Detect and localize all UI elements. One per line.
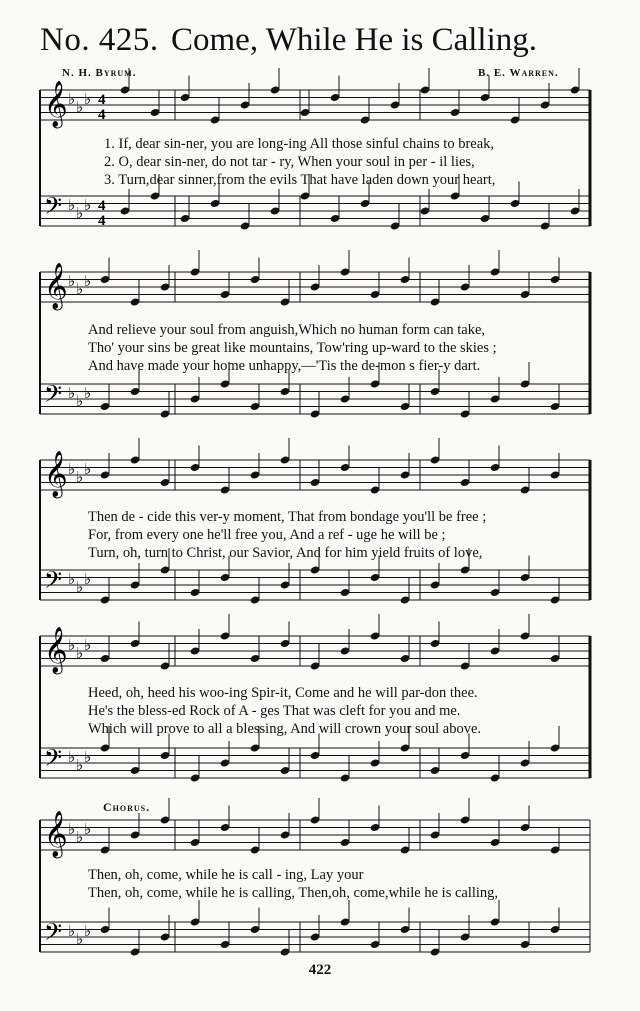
note-head [520, 823, 531, 832]
note-head [520, 631, 531, 640]
note-head [190, 917, 201, 926]
note-head [100, 595, 111, 604]
bass-clef: 𝄢 [44, 918, 63, 951]
lyric-verse-1: Heed, oh, heed his woo-ing Spir-it, Come and he will par-don thee. [88, 685, 478, 701]
note-head [550, 845, 561, 854]
note-head [160, 282, 171, 291]
flat-sign: ♭ [76, 98, 84, 116]
lyric-verse-1: And relieve your soul from anguish,Which no human form can take, [88, 322, 486, 338]
lyric-verse-3: 3. Turn,dear sinner,from the evils That have laden down your heart, [104, 172, 496, 188]
note-head [460, 661, 471, 670]
flat-sign: ♭ [76, 578, 84, 596]
bass-clef: 𝄢 [44, 744, 63, 777]
note-head [550, 275, 561, 284]
note-head [190, 773, 201, 782]
note-head [150, 191, 161, 200]
note-head [300, 108, 311, 117]
note-head [100, 654, 111, 663]
note-head [100, 275, 111, 284]
note-head [430, 580, 441, 589]
note-head [340, 588, 351, 597]
flat-sign: ♭ [68, 922, 76, 940]
flat-sign: ♭ [84, 922, 92, 940]
flat-sign: ♭ [76, 930, 84, 948]
note-head [400, 743, 411, 752]
note-head [190, 463, 201, 472]
note-head [490, 463, 501, 472]
hymn-number: No. 425. [40, 22, 159, 58]
note-head [570, 85, 581, 94]
note-head [250, 595, 261, 604]
note-head [460, 478, 471, 487]
note-head [370, 290, 381, 299]
note-head [280, 830, 291, 839]
lyric-chorus-2: Then, oh, come, while he is calling, Then,oh, come,while he is calling, [88, 885, 499, 901]
author-credit: N. H. Byrum. [62, 67, 137, 79]
flat-sign: ♭ [68, 570, 76, 588]
note-head [490, 917, 501, 926]
note-head [310, 409, 321, 418]
note-head [570, 206, 581, 215]
note-head [400, 275, 411, 284]
note-head [450, 108, 461, 117]
flat-sign: ♭ [84, 384, 92, 402]
note-head [280, 766, 291, 775]
note-head [220, 823, 231, 832]
note-head [280, 297, 291, 306]
note-head [190, 394, 201, 403]
note-head [160, 751, 171, 760]
flat-sign: ♭ [76, 204, 84, 222]
note-head [330, 93, 341, 102]
time-signature-top: 4 [98, 92, 106, 108]
note-head [460, 282, 471, 291]
note-head [330, 214, 341, 223]
flat-sign: ♭ [68, 820, 76, 838]
note-head [390, 100, 401, 109]
note-head [370, 758, 381, 767]
bass-clef: 𝄢 [44, 380, 63, 413]
flat-sign: ♭ [76, 468, 84, 486]
note-head [130, 830, 141, 839]
note-head [250, 743, 261, 752]
treble-clef: 𝄞 [44, 81, 68, 127]
time-signature-bottom: 4 [98, 213, 106, 229]
note-head [340, 917, 351, 926]
note-head [420, 85, 431, 94]
flat-sign: ♭ [84, 460, 92, 478]
note-head [400, 654, 411, 663]
note-head [480, 214, 491, 223]
note-head [280, 639, 291, 648]
flat-sign: ♭ [84, 820, 92, 838]
note-head [430, 639, 441, 648]
bass-clef: 𝄢 [44, 566, 63, 599]
note-head [450, 191, 461, 200]
note-head [340, 394, 351, 403]
note-head [340, 463, 351, 472]
note-head [120, 85, 131, 94]
note-head [430, 947, 441, 956]
note-head [520, 573, 531, 582]
note-head [490, 267, 501, 276]
note-head [240, 100, 251, 109]
flat-sign: ♭ [84, 90, 92, 108]
note-head [280, 580, 291, 589]
flat-sign: ♭ [76, 392, 84, 410]
treble-clef: 𝄞 [44, 451, 68, 497]
note-head [220, 940, 231, 949]
note-head [520, 485, 531, 494]
note-head [130, 947, 141, 956]
lyric-chorus-1: Then, oh, come, while he is call - ing, Lay your [88, 867, 364, 883]
note-head [460, 932, 471, 941]
note-head [250, 275, 261, 284]
note-head [460, 815, 471, 824]
note-head [510, 199, 521, 208]
note-head [370, 573, 381, 582]
note-head [340, 838, 351, 847]
note-head [180, 214, 191, 223]
note-head [220, 379, 231, 388]
note-head [160, 661, 171, 670]
note-head [130, 297, 141, 306]
flat-sign: ♭ [68, 748, 76, 766]
note-head [130, 639, 141, 648]
note-head [190, 646, 201, 655]
title-row [40, 22, 620, 68]
note-head [280, 947, 291, 956]
note-head [280, 455, 291, 464]
note-head [360, 199, 371, 208]
note-head [550, 925, 561, 934]
note-head [190, 267, 201, 276]
flat-sign: ♭ [76, 828, 84, 846]
note-head [370, 485, 381, 494]
note-head [220, 758, 231, 767]
flat-sign: ♭ [84, 748, 92, 766]
note-head [540, 221, 551, 230]
note-head [100, 470, 111, 479]
note-head [340, 773, 351, 782]
note-head [270, 85, 281, 94]
note-head [310, 282, 321, 291]
note-head [310, 478, 321, 487]
lyric-verse-3: Turn, oh, turn to Christ, our Savior, And for him yield fruits of love, [88, 545, 483, 561]
note-head [190, 838, 201, 847]
flat-sign: ♭ [84, 570, 92, 588]
chorus-label: Chorus. [103, 800, 151, 814]
note-head [490, 838, 501, 847]
time-signature-bottom: 4 [98, 107, 106, 123]
note-head [130, 766, 141, 775]
note-head [160, 478, 171, 487]
note-head [490, 646, 501, 655]
note-head [220, 631, 231, 640]
note-head [360, 115, 371, 124]
note-head [100, 743, 111, 752]
note-head [190, 588, 201, 597]
note-head [250, 402, 261, 411]
note-head [550, 654, 561, 663]
note-head [220, 573, 231, 582]
flat-sign: ♭ [76, 644, 84, 662]
composer-credit: B. E. Warren. [478, 67, 559, 79]
note-head [130, 455, 141, 464]
note-head [390, 221, 401, 230]
note-head [520, 379, 531, 388]
flat-sign: ♭ [68, 460, 76, 478]
note-head [150, 108, 161, 117]
flat-sign: ♭ [68, 90, 76, 108]
note-head [270, 206, 281, 215]
treble-clef: 𝄞 [44, 263, 68, 309]
lyric-verse-3: Which will prove to all a blessing, And will crown your soul above. [88, 721, 482, 737]
time-signature-top: 4 [98, 198, 106, 214]
note-head [180, 93, 191, 102]
note-head [460, 751, 471, 760]
note-head [430, 830, 441, 839]
note-head [540, 100, 551, 109]
flat-sign: ♭ [68, 384, 76, 402]
note-head [370, 940, 381, 949]
note-head [310, 751, 321, 760]
note-head [460, 565, 471, 574]
note-head [250, 845, 261, 854]
bass-clef: 𝄢 [44, 192, 63, 225]
note-head [300, 191, 311, 200]
note-head [550, 743, 561, 752]
note-head [400, 925, 411, 934]
lyric-verse-1: Then de - cide this ver-y moment, That from bondage you'll be free ; [88, 509, 487, 525]
lyric-verse-3: And have made your home unhappy,—'Tis the de-mon s fier-y dart. [88, 358, 481, 374]
note-head [160, 932, 171, 941]
note-head [490, 394, 501, 403]
note-head [160, 409, 171, 418]
flat-sign: ♭ [84, 196, 92, 214]
note-head [520, 290, 531, 299]
note-head [100, 925, 111, 934]
page-number: 422 [308, 962, 332, 978]
note-head [490, 588, 501, 597]
note-head [550, 595, 561, 604]
lyric-verse-2: Tho' your sins be great like mountains, Tow'ring up-ward to the skies ; [88, 340, 497, 356]
note-head [210, 115, 221, 124]
note-head [340, 646, 351, 655]
note-head [550, 402, 561, 411]
note-head [400, 402, 411, 411]
note-head [400, 845, 411, 854]
lyric-verse-2: For, from every one he'll free you, And a ref - uge he will be ; [88, 527, 446, 543]
note-head [220, 485, 231, 494]
note-head [420, 206, 431, 215]
note-head [250, 925, 261, 934]
note-head [130, 387, 141, 396]
treble-clef: 𝄞 [44, 811, 68, 857]
note-head [430, 387, 441, 396]
note-head [400, 470, 411, 479]
note-head [520, 940, 531, 949]
note-head [130, 580, 141, 589]
note-head [250, 654, 261, 663]
note-head [550, 470, 561, 479]
treble-clef: 𝄞 [44, 627, 68, 673]
note-head [100, 845, 111, 854]
flat-sign: ♭ [84, 636, 92, 654]
note-head [310, 661, 321, 670]
note-head [310, 815, 321, 824]
flat-sign: ♭ [84, 272, 92, 290]
note-head [430, 297, 441, 306]
note-head [430, 766, 441, 775]
note-head [460, 409, 471, 418]
note-head [370, 823, 381, 832]
note-head [490, 773, 501, 782]
note-head [160, 815, 171, 824]
note-head [370, 631, 381, 640]
note-head [240, 221, 251, 230]
note-head [100, 402, 111, 411]
note-head [160, 565, 171, 574]
lyric-verse-1: 1. If, dear sin-ner, you are long-ing All those sinful chains to break, [104, 136, 495, 152]
note-head [310, 565, 321, 574]
note-head [120, 206, 131, 215]
note-head [480, 93, 491, 102]
flat-sign: ♭ [76, 756, 84, 774]
flat-sign: ♭ [68, 636, 76, 654]
flat-sign: ♭ [76, 280, 84, 298]
lyric-verse-2: 2. O, dear sin-ner, do not tar - ry, When your soul in per - il lies, [104, 154, 475, 170]
flat-sign: ♭ [68, 196, 76, 214]
note-head [430, 455, 441, 464]
note-head [280, 387, 291, 396]
flat-sign: ♭ [68, 272, 76, 290]
hymn-title: Come, While He is Calling. [171, 22, 538, 58]
note-head [340, 267, 351, 276]
lyric-verse-2: He's the bless-ed Rock of A - ges That was cleft for you and me. [88, 703, 461, 719]
note-head [520, 758, 531, 767]
note-head [370, 379, 381, 388]
note-head [250, 470, 261, 479]
note-head [310, 932, 321, 941]
note-head [210, 199, 221, 208]
note-head [400, 595, 411, 604]
note-head [510, 115, 521, 124]
note-head [220, 290, 231, 299]
